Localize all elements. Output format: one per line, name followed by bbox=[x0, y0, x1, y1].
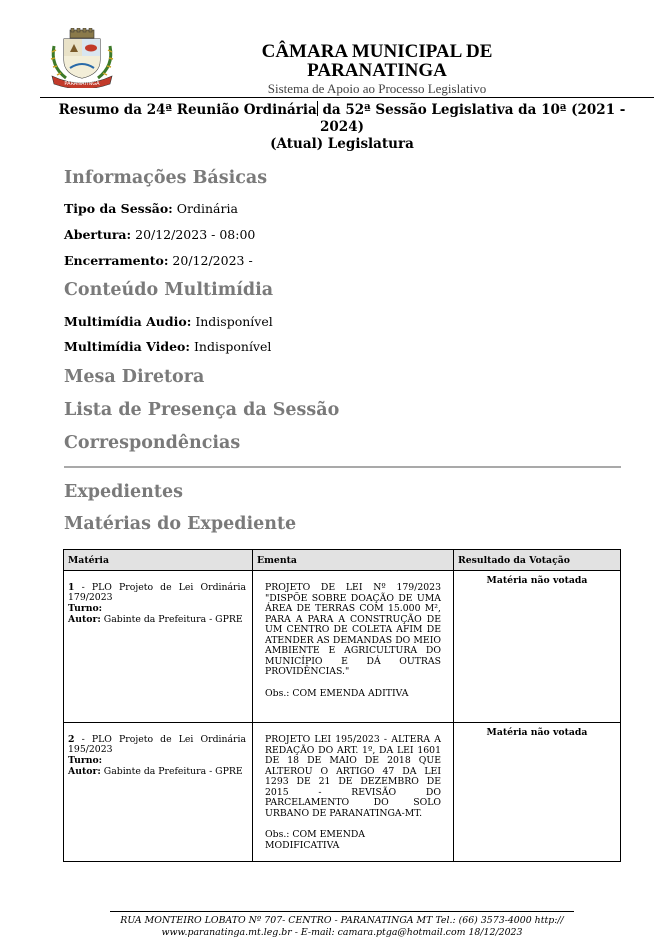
resultado-cell: Matéria não votada bbox=[454, 571, 621, 723]
field-label: Tipo da Sessão: bbox=[64, 201, 173, 216]
svg-text:PARANATINGA: PARANATINGA bbox=[64, 81, 100, 87]
field-label: Multimídia Audio: bbox=[64, 314, 192, 329]
field-value: 20/12/2023 - 08:00 bbox=[131, 227, 256, 242]
materia-turno: Turno: bbox=[68, 603, 103, 614]
page-header bbox=[0, 0, 656, 98]
resultado-cell: Matéria não votada bbox=[454, 723, 621, 862]
materia-cell bbox=[64, 571, 253, 723]
footer-address: RUA MONTEIRO LOBATO Nº 707- CENTRO - PARANATINGA MT Tel.: (66) 3573-4000 http:// bbox=[120, 915, 564, 926]
field-tipo-sessao bbox=[64, 201, 238, 216]
heading-lista-presenca: Lista de Presença da Sessão bbox=[64, 400, 340, 420]
session-summary-title bbox=[40, 101, 644, 153]
ementa-obs: Obs.: COM EMENDA MODIFICATIVA bbox=[265, 829, 365, 851]
heading-informacoes-basicas: Informações Básicas bbox=[64, 168, 268, 188]
field-label: Encerramento: bbox=[64, 253, 169, 268]
page-footer bbox=[100, 915, 584, 939]
ementa-text: PROJETO LEI 195/2023 - ALTERA A REDAÇÃO DO ART. 1º, DA LEI 1601 DE 18 DE MAIO DE 2018 QUE ALTEROU O ARTIGO 47 DA LEI 1293 DE 21 DE DEZEMBRO DE 2015 - REVISÃO DO PARCELAMENTO DO SOLO URBANO DE PARANATINGA-MT. bbox=[265, 734, 441, 819]
materia-autor: Autor: Gabinte da Prefeitura - GPRE bbox=[68, 614, 243, 625]
column-header-materia: Matéria bbox=[64, 550, 253, 571]
footer-divider bbox=[110, 911, 574, 912]
field-abertura bbox=[64, 227, 255, 242]
header-divider bbox=[40, 97, 654, 98]
table-header-row bbox=[64, 550, 621, 571]
ementa-cell bbox=[253, 723, 454, 862]
footer-contact: www.paranatinga.mt.leg.br - E-mail: camara.ptga@hotmail.com 18/12/2023 bbox=[161, 927, 523, 938]
field-value: Indisponível bbox=[191, 314, 273, 329]
field-encerramento bbox=[64, 253, 253, 268]
materia-cell bbox=[64, 723, 253, 862]
field-multimidia-video bbox=[64, 339, 271, 354]
page-title: CÂMARA MUNICIPAL DE PARANATINGA bbox=[261, 41, 493, 81]
field-value: Indisponível bbox=[189, 339, 272, 354]
materia-autor: Autor: Gabinte da Prefeitura - GPRE bbox=[68, 766, 243, 777]
heading-expedientes: Expedientes bbox=[64, 482, 183, 502]
field-value: 20/12/2023 - bbox=[168, 253, 253, 268]
section-divider bbox=[64, 466, 621, 468]
materias-table bbox=[63, 549, 621, 862]
ementa-obs: Obs.: COM EMENDA ADITIVA bbox=[265, 687, 409, 699]
municipal-crest-logo bbox=[48, 28, 116, 88]
materia-title: 1 - PLO Projeto de Lei Ordinária 179/2023 bbox=[68, 582, 246, 603]
field-value: Ordinária bbox=[172, 201, 238, 216]
summary-title-part2: da 52ª Sessão Legislativa da 10ª (2021 - 2024) bbox=[317, 102, 626, 135]
materia-title: 2 - PLO Projeto de Lei Ordinária 195/2023 bbox=[68, 734, 246, 755]
field-label: Multimídia Video: bbox=[64, 339, 190, 354]
summary-title-line2: (Atual) Legislatura bbox=[270, 136, 414, 152]
ementa-text: PROJETO DE LEI Nº 179/2023 "DISPÕE SOBRE DOAÇÃO DE UMA ÁREA DE TERRAS COM 15.000 M², PARA A PARA A CONSTRUÇÃO DE UM CENTRO DE COLETA AFIM DE ATENDER AS DEMANDAS DO MEIO AMBIENTE E AGRICULTURA DO MUNICÍPIO E DÁ OUTRAS PROVIDÊNCIAS." bbox=[265, 582, 441, 677]
field-label: Abertura: bbox=[64, 227, 132, 242]
table-row bbox=[64, 571, 621, 723]
column-header-ementa: Ementa bbox=[253, 550, 454, 571]
heading-correspondencias: Correspondências bbox=[64, 433, 241, 453]
field-multimidia-audio bbox=[64, 314, 273, 329]
table-row bbox=[64, 723, 621, 862]
page-subtitle: Sistema de Apoio ao Processo Legislativo bbox=[267, 81, 487, 96]
column-header-resultado: Resultado da Votação bbox=[454, 550, 621, 571]
summary-title-part1: Resumo da 24ª Reunião Ordinária bbox=[58, 102, 317, 118]
heading-materias-expediente: Matérias do Expediente bbox=[64, 514, 297, 534]
heading-mesa-diretora: Mesa Diretora bbox=[64, 367, 205, 387]
materia-turno: Turno: bbox=[68, 755, 103, 766]
heading-conteudo-multimidia: Conteúdo Multimídia bbox=[64, 280, 274, 300]
ementa-cell bbox=[253, 571, 454, 723]
